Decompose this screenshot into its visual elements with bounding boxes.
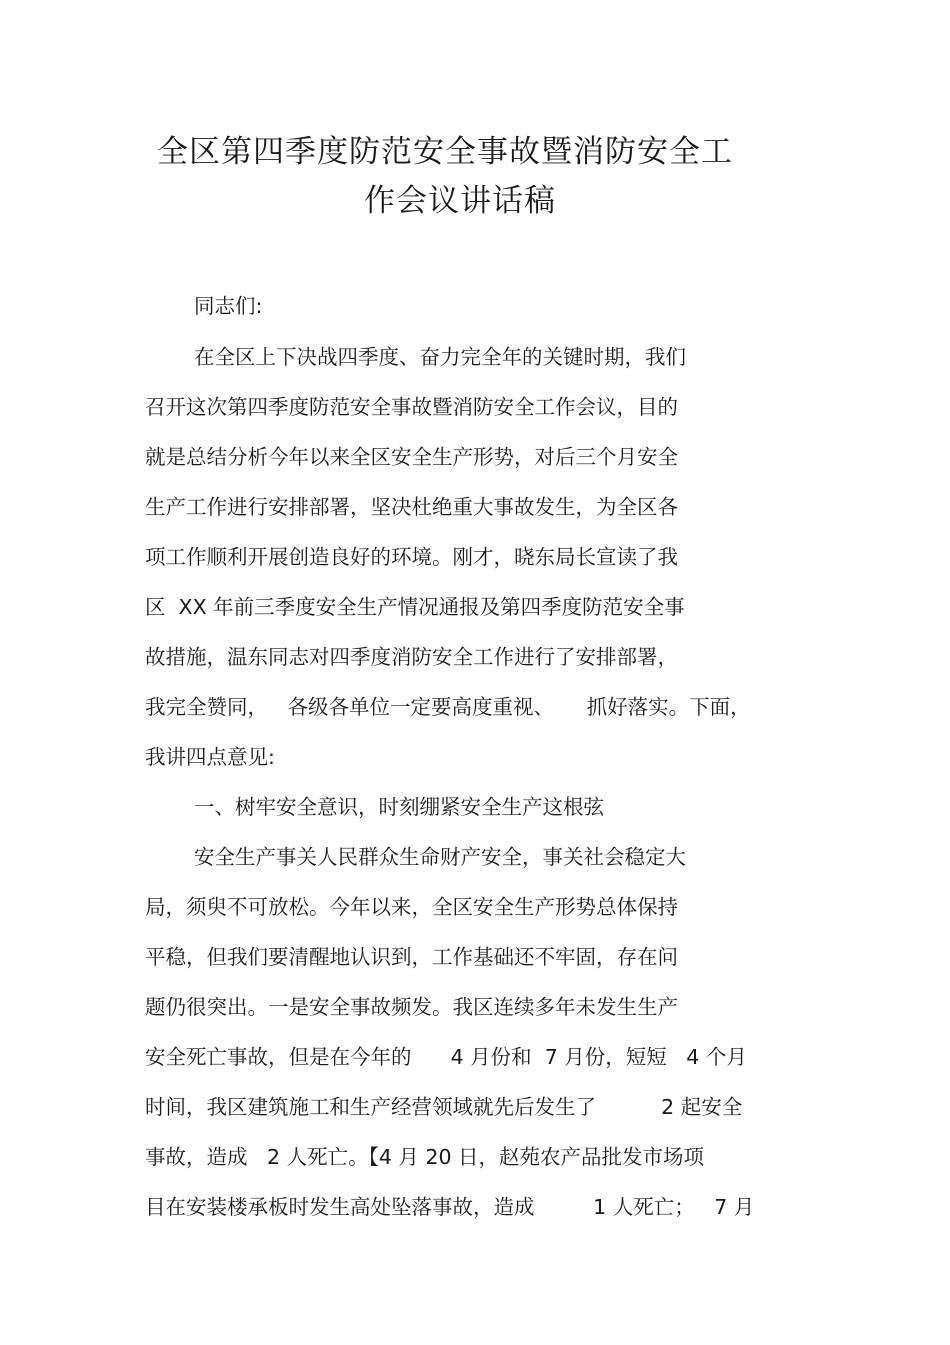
paragraph-line: 在全区上下决战四季度、奋力完全年的关键时期，我们 — [194, 345, 686, 369]
paragraph-line: 平稳，但我们要清醒地认识到，工作基础还不牢固，存在问 — [145, 945, 678, 969]
paragraph-line: 安全死亡事故，但是在今年的 4 月份和 7 月份，短短 4 个月 — [145, 1045, 747, 1069]
section-heading: 一、树牢安全意识，时刻绷紧安全生产这根弦 — [194, 795, 604, 819]
paragraph-line: 目在安装楼承板时发生高处坠落事故，造成 1 人死亡； 7 月 — [145, 1195, 755, 1219]
paragraph-line: 事故，造成 2 人死亡。【4 月 20 日，赵苑农产品批发市场项 — [145, 1145, 705, 1169]
paragraph-line: 故措施，温东同志对四季度消防安全工作进行了安排部署， — [145, 645, 678, 669]
paragraph-line: 召开这次第四季度防范安全事故暨消防安全工作会议，目的 — [145, 395, 678, 419]
paragraph-line: 我完全赞同， 各级各单位一定要高度重视、 抓好落实。下面， — [145, 695, 751, 719]
paragraph-line: 区 XX 年前三季度安全生产情况通报及第四季度防范安全事 — [145, 595, 685, 619]
paragraph-line: 项工作顺利开展创造良好的环境。刚才，晓东局长宣读了我 — [145, 545, 678, 569]
paragraph-line: 安全生产事关人民群众生命财产安全，事关社会稳定大 — [194, 845, 686, 869]
paragraph-line: 局，须臾不可放松。今年以来，全区安全生产形势总体保持 — [145, 895, 678, 919]
paragraph-line: 时间，我区建筑施工和生产经营领域就先后发生了 2 起安全 — [145, 1095, 743, 1119]
paragraph-line: 我讲四点意见: — [145, 745, 275, 769]
paragraph-line: 就是总结分析今年以来全区安全生产形势，对后三个月安全 — [145, 445, 678, 469]
title-line-1: 全区第四季度防范安全事故暨消防安全工 — [157, 134, 733, 170]
paragraph-line: 生产工作进行安排部署，坚决杜绝重大事故发生，为全区各 — [145, 495, 678, 519]
title-line-2: 作会议讲话稿 — [364, 183, 556, 219]
salutation: 同志们: — [194, 294, 263, 318]
paragraph-line: 题仍很突出。一是安全事故频发。我区连续多年未发生生产 — [145, 995, 678, 1019]
